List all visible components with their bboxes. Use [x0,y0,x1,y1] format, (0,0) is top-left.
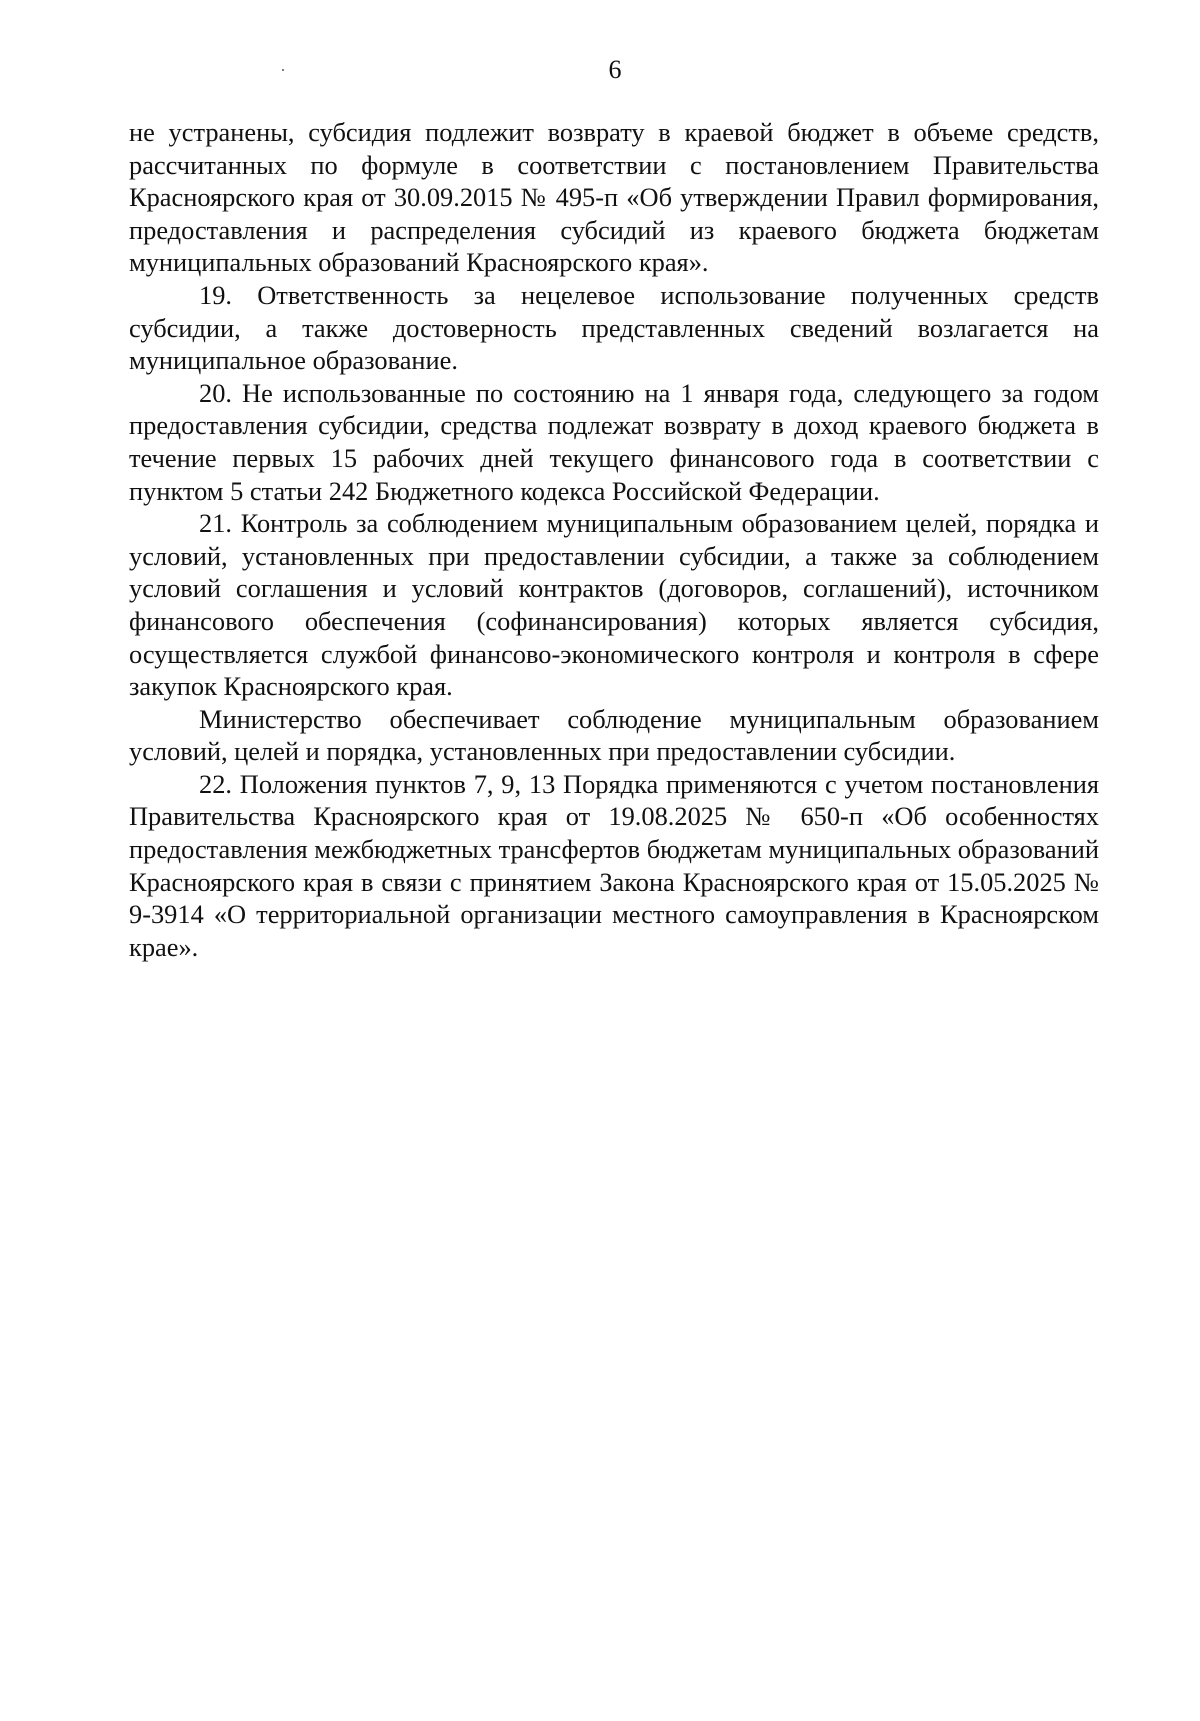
paragraph-item-22: 22. Положения пунктов 7, 9, 13 Порядка применяются с учетом постановления Правительства Красноярского края от 19.08.2025 № 650-п «Об особенностях предоставления межбюджетных трансфертов бюджетам муниципальных образований Красноярского края в связи с принятием Закона Красноярского края от 15.05.2025 № 9-3914 «О территориальной организации местного самоуправления в Красноярском крае». [129,768,1099,962]
document-body [129,116,1099,963]
page-number: 6 [608,55,622,84]
paragraph-continuation: не устранены, субсидия подлежит возврату в краевой бюджет в объеме средств, рассчитанных по формуле в соответствии с постановлением Правительства Красноярского края от 30.09.2015 № 495-п «Об утверждении Правил формирования, предоставления и распределения субсидий из краевого бюджета бюджетам муниципальных образований Красноярского края». [129,117,1099,278]
paragraph-ministry: Министерство обеспечивает соблюдение муниципальным образованием условий, целей и порядка, установленных при предоставлении субсидии. [129,703,1099,767]
paragraph-item-19: 19. Ответственность за нецелевое использование полученных средств субсидии, а также достоверность представленных сведений возлагается на муниципальное образование. [129,279,1099,376]
paragraph-item-20: 20. Не использованные по состоянию на 1 января года, следующего за годом предоставления субсидии, средства подлежат возврату в доход краевого бюджета в течение первых 15 рабочих дней текущего финансового года в соответствии с пунктом 5 статьи 242 Бюджетного кодекса Российской Федерации. [129,377,1099,506]
paragraph-item-21: 21. Контроль за соблюдением муниципальным образованием целей, порядка и условий, установленных при предоставлении субсидии, а также за соблюдением условий соглашения и условий контрактов (договоров, соглашений), источником финансового обеспечения (софинансирования) которых является субсидия, осуществляется службой финансово-экономического контроля и контроля в сфере закупок Красноярского края. [129,508,1099,702]
scan-speck [282,69,284,71]
